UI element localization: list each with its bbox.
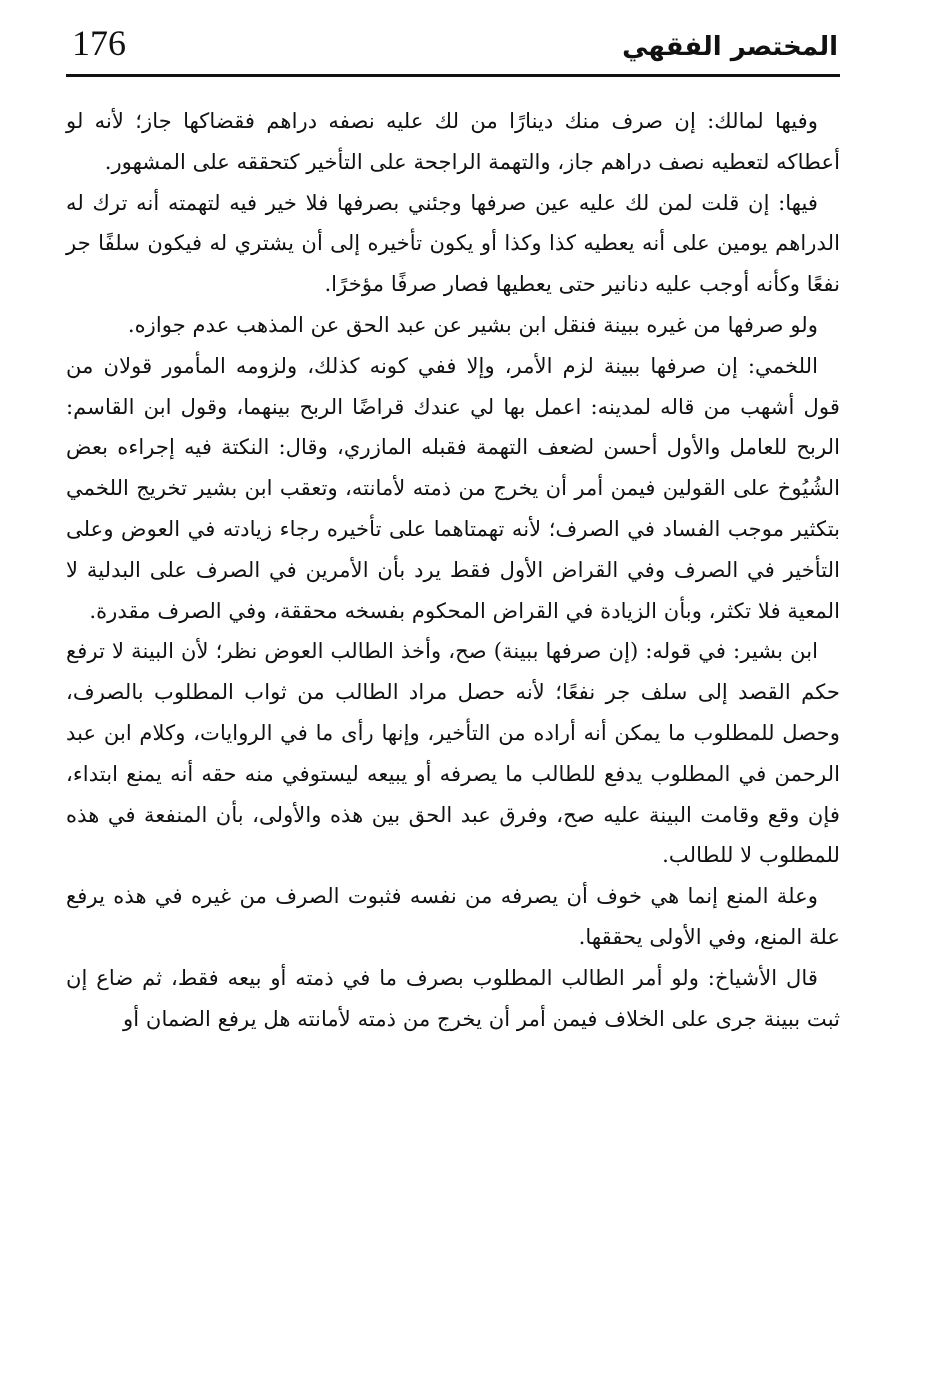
paragraph-5: ابن بشير: في قوله: (إن صرفها ببينة) صح، وأخذ الطالب العوض نظر؛ لأن البينة لا ترفع حكم القصد إلى سلف جر نفعًا؛ لأنه حصل مراد الطالب من ثواب المطلوب بالصرف، وحصل للمطلوب ما يمكن أنه أراده من التأخير، وإنها رأى ما في الروايات، وكلام ابن عبد الرحمن في المطلوب يدفع للطالب ما يصرفه أو يبيعه ليستوفي منه حقه أنه يمنع ابتداء، فإن وقع وقامت البينة عليه صح، وفرق عبد الحق بين هذه والأولى، بأن المنفعة في هذه للمطلوب لا للطالب. [66, 638, 840, 868]
page-header [66, 16, 840, 77]
paragraph-6: وعلة المنع إنما هي خوف أن يصرفه من نفسه فثبوت الصرف من غيره في هذه يرفع علة المنع، وفي الأولى يحققها. [66, 883, 840, 949]
book-page [66, 16, 840, 1356]
paragraph-2: فيها: إن قلت لمن لك عليه عين صرفها وجئني بصرفها فلا خير فيه لتهمته أنه ترك له الدراهم يومين على أنه يعطيه كذا وكذا أو يكون تأخيره إلى أن يشتري له فيكون سلفًا جر نفعًا وكأنه أوجب عليه دنانير حتى يعطيها فصار صرفًا مؤخرًا. [66, 189, 840, 297]
paragraph-1: وفيها لمالك: إن صرف منك دينارًا من لك عليه نصفه دراهم فقضاكها جاز؛ لأنه لو أعطاكه لتعطيه نصف دراهم جاز، والتهمة الراجحة على التأخير كتحققه على المشهور. [66, 108, 840, 174]
page-number: 176 [72, 23, 126, 63]
paragraph-3: ولو صرفها من غيره ببينة فنقل ابن بشير عن عبد الحق عن المذهب عدم جوازه. [127, 311, 818, 337]
body-text [66, 101, 840, 1039]
running-title: المختصر الفقهي [622, 32, 838, 62]
paragraph-4: اللخمي: إن صرفها ببينة لزم الأمر، وإلا ففي كونه كذلك، ولزومه المأمور قولان من قول أشهب من قاله لمدينه: اعمل بها لي عندك قراضًا الربح بينهما، وقول ابن القاسم: الربح للعامل والأول أحسن لضعف التهمة فقبله المازري، وقال: النكتة فيه إجراءه بعض الشُيُوخ على القولين فيمن أمر أن يخرج من ذمته لأمانته، وتعقب ابن بشير تخريج اللخمي بتكثير موجب الفساد في الصرف؛ لأنه تهمتاهما على تأخيره رجاء زيادته في العوض وعلى التأخير في الصرف وفي القراض الأول فقط يرد بأن الأمرين في الصرف على البدلية لا المعية فلا تكثر، وبأن الزيادة في القراض المحكوم بفسخه محققة، وفي الصرف مقدرة. [66, 352, 840, 623]
paragraph-7: قال الأشياخ: ولو أمر الطالب المطلوب بصرف ما في ذمته أو بيعه فقط، ثم ضاع إن ثبت ببينة جرى على الخلاف فيمن أمر أن يخرج من ذمته لأمانته هل يرفع الضمان أو [66, 964, 840, 1031]
